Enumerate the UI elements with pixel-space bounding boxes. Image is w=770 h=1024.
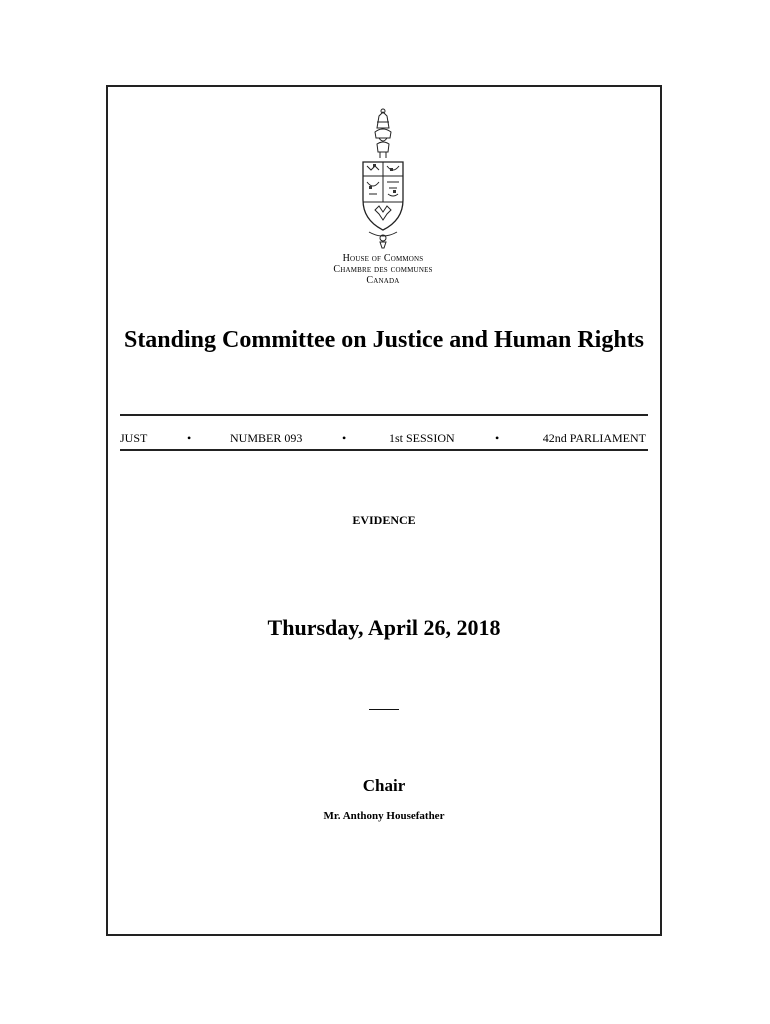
bullet-separator: • <box>495 431 500 445</box>
coat-of-arms-icon <box>355 108 411 250</box>
committee-title: Standing Committee on Justice and Human Rights <box>123 327 645 353</box>
top-rule <box>120 414 648 416</box>
meeting-date: Thursday, April 26, 2018 <box>267 615 501 640</box>
session-label: 1st SESSION <box>389 431 455 445</box>
document-type: EVIDENCE <box>352 513 416 527</box>
chair-heading: Chair <box>362 776 406 795</box>
chair-name: Mr. Anthony Housefather <box>323 810 445 822</box>
publication-meta-row <box>120 431 648 445</box>
house-name-english: House of Commons <box>342 253 424 264</box>
bullet-separator: • <box>342 431 347 445</box>
section-separator <box>369 709 399 710</box>
committee-code: JUST <box>120 431 148 445</box>
bullet-separator: • <box>187 431 192 445</box>
house-name-french: Chambre des communes <box>333 264 433 275</box>
meeting-number: NUMBER 093 <box>230 431 303 445</box>
bottom-rule <box>120 449 648 451</box>
parliament-label: 42nd PARLIAMENT <box>542 431 646 445</box>
country-name: Canada <box>366 275 400 286</box>
